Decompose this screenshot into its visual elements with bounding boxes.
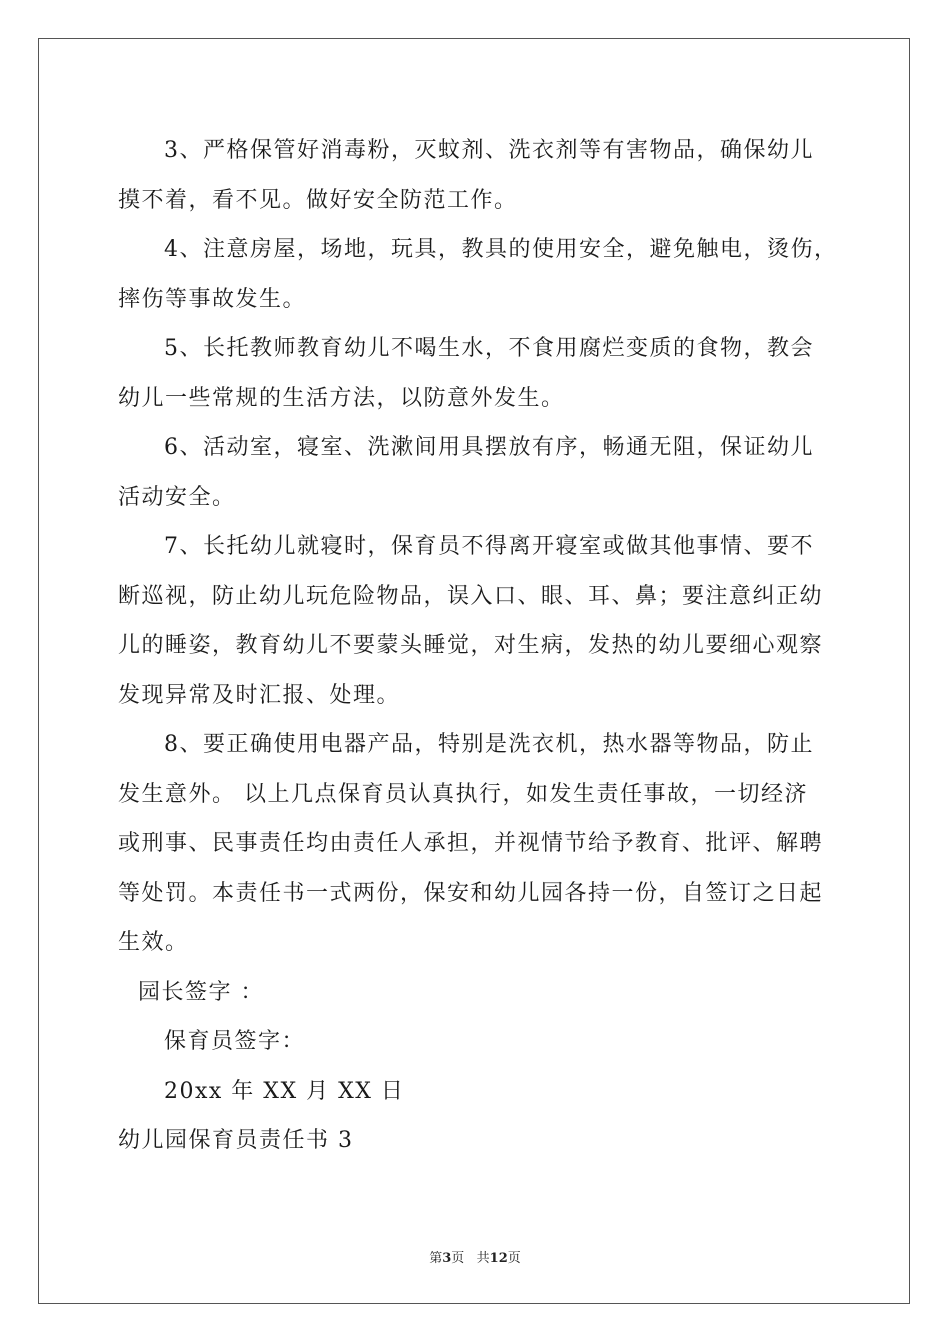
next-section-title: 幼儿园保育员责任书 3 bbox=[118, 1128, 354, 1153]
paragraph-8-line-2: 发生意外。 以上几点保育员认真执行，如发生责任事故，一切经济 bbox=[118, 781, 808, 807]
paragraph-8-line-1: 8、要正确使用电器产品，特别是洗衣机，热水器等物品，防止 bbox=[164, 732, 814, 757]
paragraph-8-line-3: 或刑事、民事责任均由责任人承担，并视情节给予教育、批评、解聘 bbox=[118, 831, 824, 856]
footer-mid: 页 共 bbox=[451, 1251, 490, 1266]
paragraph-4-line-2: 摔伤等事故发生。 bbox=[118, 286, 307, 312]
paragraph-3-line-1: 3、严格保管好消毒粉，灭蚊剂、洗衣剂等有害物品，确保幼儿 bbox=[164, 138, 814, 163]
paragraph-7-line-3: 儿的睡姿，教育幼儿不要蒙头睡觉，对生病，发热的幼儿要细心观察 bbox=[118, 633, 824, 658]
footer-suffix: 页 bbox=[507, 1251, 521, 1266]
paragraph-7-line-1: 7、长托幼儿就寝时，保育员不得离开寝室或做其他事情、要不 bbox=[164, 534, 814, 559]
caregiver-signature-label: 保育员签字： bbox=[164, 1029, 306, 1054]
paragraph-5-line-2: 幼儿一些常规的生活方法，以防意外发生。 bbox=[118, 385, 565, 411]
paragraph-4-line-1: 4、注意房屋，场地，玩具，教具的使用安全，避免触电，烫伤， bbox=[164, 237, 838, 262]
paragraph-6-line-1: 6、活动室，寝室、洗漱间用具摆放有序，畅通无阻，保证幼儿 bbox=[164, 435, 814, 460]
paragraph-5-line-1: 5、长托教师教育幼儿不喝生水，不食用腐烂变质的食物，教会 bbox=[164, 336, 814, 361]
paragraph-6-line-2: 活动安全。 bbox=[118, 484, 236, 510]
document-body bbox=[118, 126, 838, 1166]
page-footer bbox=[0, 1247, 950, 1266]
paragraph-8-line-4: 等处罚。本责任书一式两份，保安和幼儿园各持一份，自签订之日起 bbox=[118, 880, 824, 906]
footer-total-pages: 12 bbox=[489, 1251, 508, 1266]
paragraph-3-line-2: 摸不着，看不见。做好安全防范工作。 bbox=[118, 187, 518, 213]
date-line: 20xx 年 XX 月 XX 日 bbox=[164, 1078, 405, 1104]
director-signature-label: 园长签字 ： bbox=[138, 979, 264, 1005]
footer-page-number: 3 bbox=[442, 1251, 452, 1266]
footer-prefix: 第 bbox=[429, 1251, 443, 1266]
paragraph-7-line-2: 断巡视，防止幼儿玩危险物品，误入口、眼、耳、鼻；要注意纠正幼 bbox=[118, 583, 824, 609]
paragraph-7-line-4: 发现异常及时汇报、处理。 bbox=[118, 682, 401, 708]
paragraph-8-line-5: 生效。 bbox=[118, 930, 189, 955]
